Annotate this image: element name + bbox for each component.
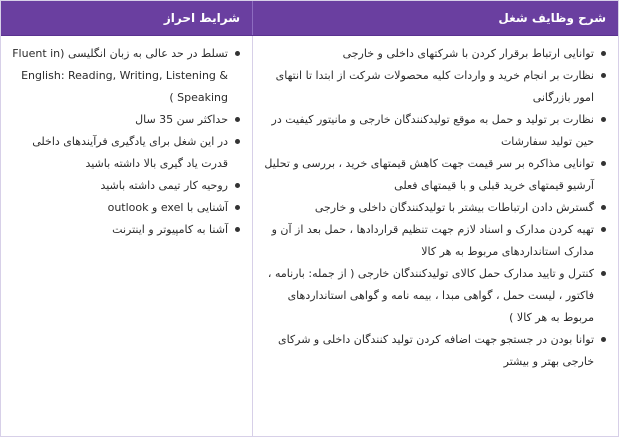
bullet-icon <box>601 161 606 166</box>
bullet-icon <box>601 51 606 56</box>
bullet-icon <box>235 51 240 56</box>
duties-header: شرح وظایف شغل <box>498 11 606 25</box>
bullet-icon <box>601 73 606 78</box>
duty-text: گسترش دادن ارتباطات بیشتر با تولیدکنندگان داخلی و خارجی <box>314 201 594 214</box>
requirement-text: آشنایی با exel و outlook <box>107 201 228 214</box>
requirements-list <box>9 43 240 241</box>
bullet-icon <box>601 337 606 342</box>
bullet-icon <box>601 271 606 276</box>
list-item <box>261 65 606 109</box>
list-item <box>261 197 606 219</box>
duty-text: توانا بودن در جستجو جهت اضافه کردن تولید کنندگان داخلی و شرکای خارجی بهتر و بیشتر <box>277 333 594 368</box>
duty-text: نظارت بر انجام خرید و واردات کلیه محصولات شرکت از ابتدا تا انتهای امور بازرگانی <box>275 69 594 104</box>
list-item <box>261 153 606 197</box>
list-item <box>9 131 240 175</box>
bullet-icon <box>601 227 606 232</box>
requirement-text: در این شغل برای یادگیری فرآیندهای داخلی قدرت یاد گیری بالا داشته باشید <box>32 135 228 170</box>
list-item <box>9 43 240 109</box>
list-item <box>261 329 606 373</box>
list-item <box>9 219 240 241</box>
bullet-icon <box>601 205 606 210</box>
duty-text: نظارت بر تولید و حمل به موقع تولیدکنندگان خارجی و مانیتور کیفیت در حین تولید سفارشات <box>271 113 594 148</box>
list-item <box>9 109 240 131</box>
list-item <box>9 175 240 197</box>
requirement-text: روحیه کار تیمی داشته باشید <box>100 179 228 192</box>
list-item <box>261 219 606 263</box>
duty-text: کنترل و تایید مدارک حمل کالای تولیدکنندگان خارجی ( از جمله: بارنامه ، فاکتور ، لیست حمل ، گواهی مبدا ، بیمه نامه و گواهی استانداردهای مربوط به هر کالا ) <box>267 267 594 324</box>
bullet-icon <box>235 227 240 232</box>
duty-text: تهیه کردن مدارک و اسناد لازم جهت تنظیم قراردادها ، حمل بعد از آن و مدارک استانداردهای مربوط به هر کالا <box>271 223 594 258</box>
bullet-icon <box>235 139 240 144</box>
requirement-text: تسلط در حد عالی به زبان انگلیسی (Fluent in English: Reading, Writing, Listening & Speaking ) <box>12 47 228 104</box>
requirement-text: حداکثر سن 35 سال <box>135 113 228 126</box>
bullet-icon <box>235 205 240 210</box>
list-item <box>261 43 606 65</box>
duty-text: توانایی مذاکره بر سر قیمت جهت کاهش قیمتهای خرید ، بررسی و تحلیل آرشیو قیمتهای خرید قبلی و با قیمتهای فعلی <box>264 157 594 192</box>
list-item <box>261 263 606 329</box>
table-header <box>1 1 618 36</box>
table-body <box>1 36 618 436</box>
requirements-header: شرایط احراز <box>1 1 253 35</box>
duty-text: توانایی ارتباط برقرار کردن با شرکتهای داخلی و خارجی <box>342 47 594 60</box>
bullet-icon <box>601 117 606 122</box>
requirements-cell <box>1 36 253 436</box>
list-item <box>261 109 606 153</box>
list-item <box>9 197 240 219</box>
duties-list <box>261 43 606 373</box>
duties-cell <box>253 36 618 436</box>
bullet-icon <box>235 117 240 122</box>
requirement-text: آشنا به کامپیوتر و اینترنت <box>112 223 228 236</box>
bullet-icon <box>235 183 240 188</box>
